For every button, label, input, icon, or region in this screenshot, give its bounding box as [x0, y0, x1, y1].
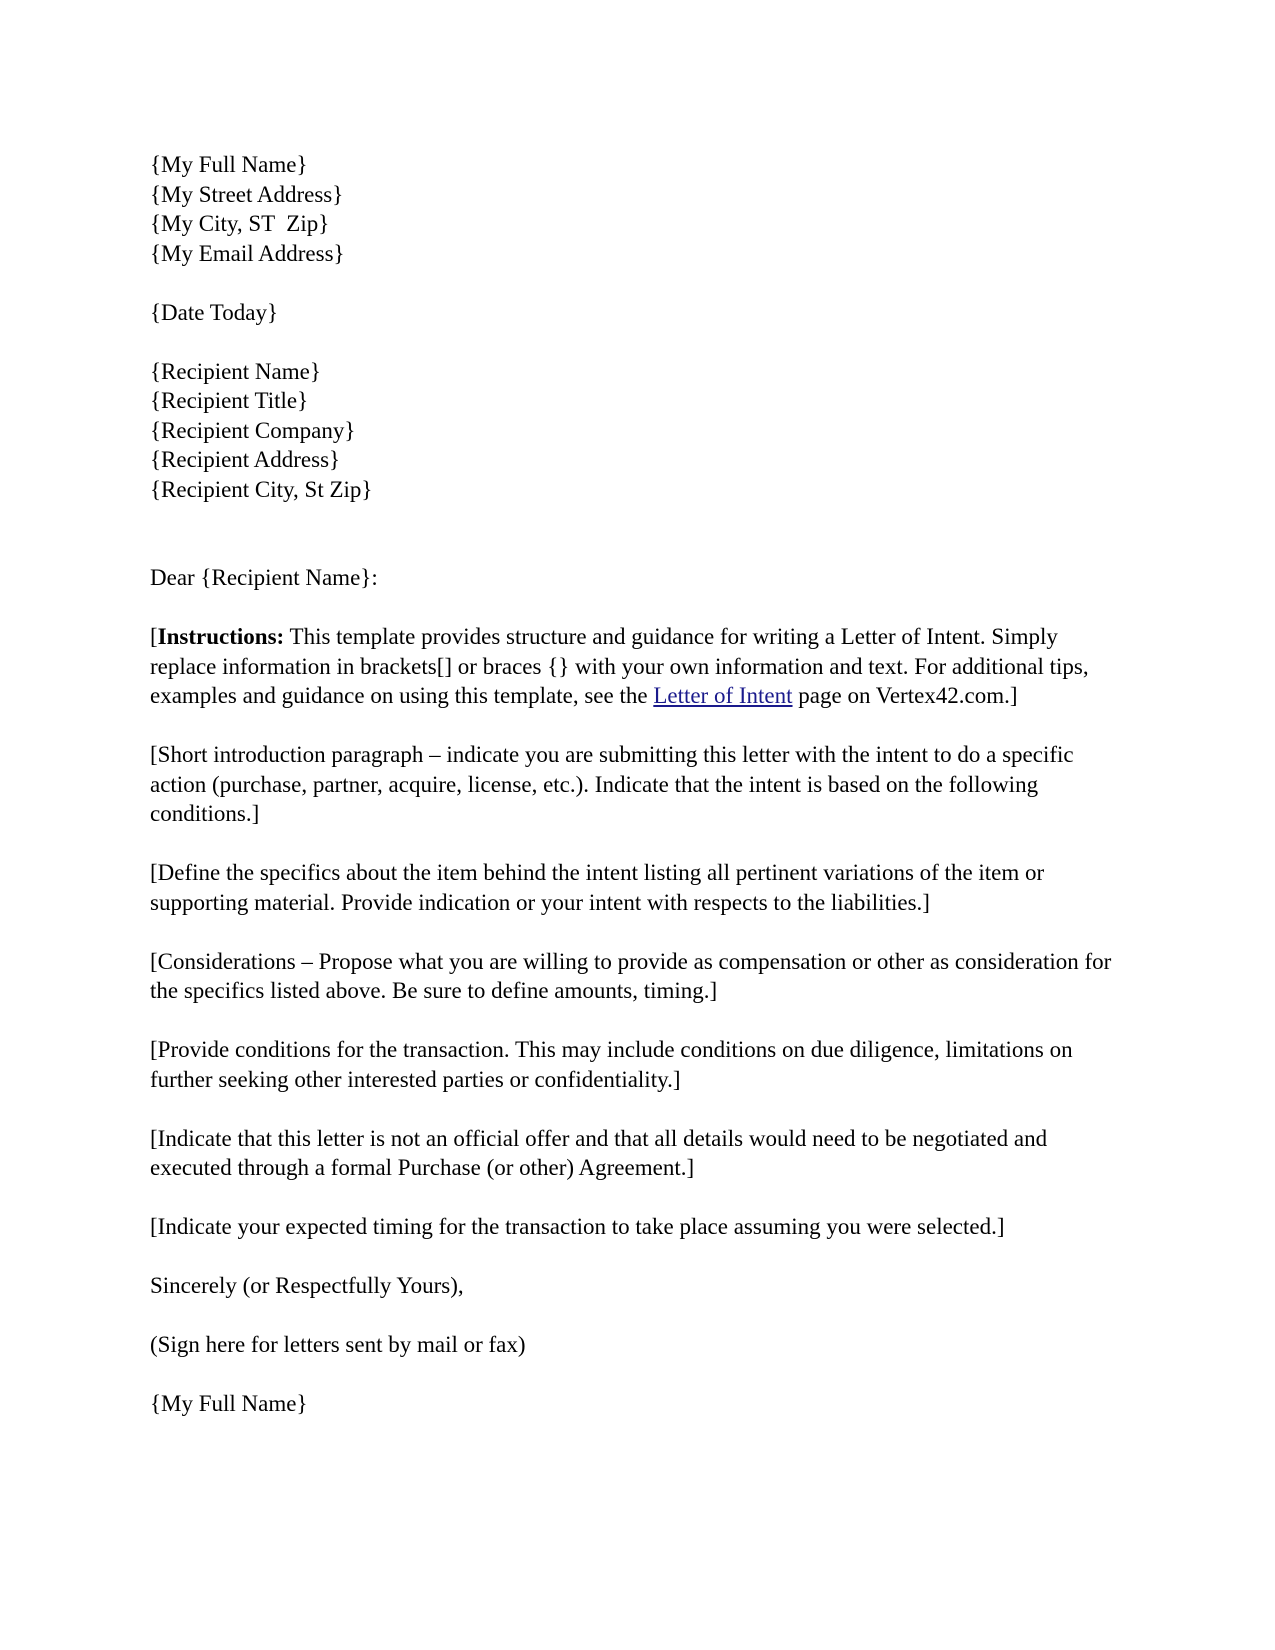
recipient-city: {Recipient City, St Zip} [150, 476, 373, 502]
intro-paragraph: [Short introduction paragraph – indicate you are submitting this letter with the intent to do a specific action (purchase, partner, acquire, license, etc.). Indicate that the intent is based on the following conditions.] [150, 742, 1074, 826]
sender-email: {My Email Address} [150, 240, 345, 266]
sender-street: {My Street Address} [150, 181, 344, 207]
recipient-name: {Recipient Name} [150, 358, 321, 384]
signature-note: (Sign here for letters sent by mail or fax) [150, 1332, 526, 1357]
closing: Sincerely (or Respectfully Yours), [150, 1273, 464, 1298]
signature-name-block [150, 1389, 1130, 1419]
recipient-address-block [150, 357, 1130, 505]
salutation: Dear {Recipient Name}: [150, 565, 378, 590]
signature-name: {My Full Name} [150, 1391, 308, 1416]
letter-of-intent-link[interactable]: Letter of Intent [653, 683, 793, 708]
letter-date: {Date Today} [150, 299, 278, 325]
closing-block [150, 1271, 1130, 1301]
specifics-paragraph: [Define the specifics about the item behind the intent listing all pertinent variations of the item or supporting material. Provide indication or your intent with respects to the liabilities.] [150, 860, 1045, 915]
instructions-label: Instructions: [157, 624, 285, 649]
sender-address-block [150, 150, 1130, 268]
conditions-paragraph: [Provide conditions for the transaction. This may include conditions on due diligence, limitations on further seeking other interested parties or confidentiality.] [150, 1037, 1073, 1092]
letter-page [150, 150, 1130, 1419]
recipient-address: {Recipient Address} [150, 447, 341, 472]
recipient-company: {Recipient Company} [150, 417, 356, 443]
salutation-block [150, 563, 1130, 593]
instructions-paragraph [150, 622, 1130, 711]
considerations-paragraph: [Considerations – Propose what you are willing to provide as compensation or other as consideration for the specifics listed above. Be sure to define amounts, timing.] [150, 948, 1112, 1003]
date-block [150, 298, 1130, 328]
timing-paragraph: [Indicate your expected timing for the transaction to take place assuming you were selected.] [150, 1214, 1005, 1239]
instructions-open-bracket: [ [150, 624, 158, 649]
sender-city: {My City, ST Zip} [150, 211, 330, 236]
not-official-offer-paragraph: [Indicate that this letter is not an official offer and that all details would need to be negotiated and executed through a formal Purchase (or other) Agreement.] [150, 1125, 1048, 1180]
sender-name: {My Full Name} [150, 152, 308, 177]
recipient-title: {Recipient Title} [150, 388, 309, 413]
instructions-text: This template provides structure and guidance for writing a Letter of Intent. Simply replace information in brackets[] or braces {} with your own information and text. For additional tips, examples and guidance on using this template, see the [150, 624, 1089, 708]
instructions-text-end: page on Vertex42.com.] [792, 683, 1018, 708]
signature-note-block [150, 1330, 1130, 1360]
